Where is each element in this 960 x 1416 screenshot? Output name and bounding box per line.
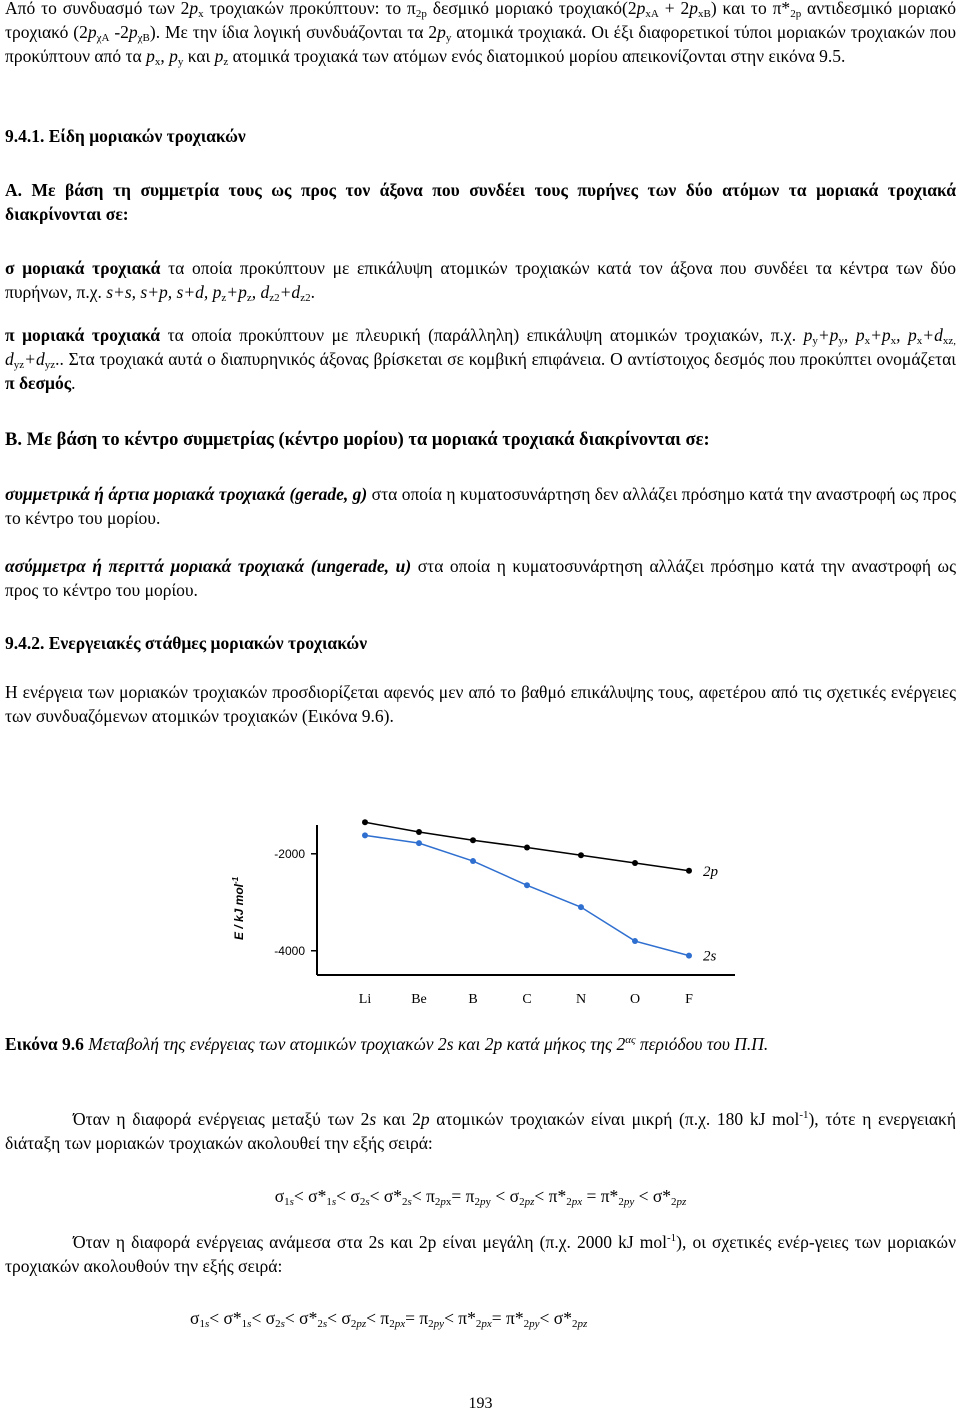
series-point-2s	[578, 904, 584, 910]
orbital-term: $\sigma_{1s}$	[274, 1186, 294, 1208]
y-tick-label: -2000	[274, 846, 305, 861]
orbital-term: < $\sigma*_{1s}$	[209, 1308, 252, 1330]
series-point-2p	[416, 829, 422, 835]
pi-orbitals-paragraph: π μοριακά τροχιακά τα οποία προκύπτουν με πλευρική (παράλληλη) επικάλυψη ατομικών τροχιακών, π.χ. $p_y+p_y$, $p_x+p_x$, $p_x+d_{xz,}$ $d_{yz}+d_{yz}$.. Στα τροχιακά αυτά ο διαπυρηνικός άξονας βρίσκεται σε κομβική επιφάνεια. Ο αντίστοιχος δεσμός που προκύπτει ονομάζεται π δεσμός.	[5, 325, 956, 393]
series-point-2s	[632, 938, 638, 944]
orbital-term: < $\sigma*_{2s}$	[284, 1308, 328, 1330]
orbital-term: < $\pi_{2px}$	[411, 1186, 452, 1208]
series-point-2p	[632, 860, 638, 866]
ungerade-paragraph: ασύμμετρα ή περιττά μοριακά τροχιακά (ungerade, u) στα οποία η κυματοσυνάρτηση αλλάζει πρόσημο κατά την αναστροφή ως προς το κέντρο του μορίου.	[5, 556, 956, 600]
series-point-2p	[470, 837, 476, 843]
series-point-2p	[524, 844, 530, 850]
orbital-term: = $\pi_{2py}$	[405, 1308, 445, 1330]
intro-paragraph: Από το συνδυασμό των $2p_x$ τροχιακών προκύπτουν: το $\pi_{2p}$ δεσμικό μοριακό $\tau\rho o\chi\iota\alpha\kappa ό(2p_{xA} + 2p_{xB})$ και το $\pi*_{2p}$ αντιδεσμικό μοριακό τροχιακό ($2p_{\chi A}$ $-2p_{\chi B}$). Με την ίδια λογική συνδυάζονται τα $2p_y$ ατομικά τροχιακά. Οι έξι διαφορετικοί τύποι μοριακών τροχιακών που προκύπτουν από τα $p_x$, $p_y$ και $p_z$ ατομικά τροχιακά των ατόμων ενός διατομικού μορίου απεικονίζονται στην εικόνα 9.5.	[5, 0, 956, 68]
small-gap-paragraph: Όταν η διαφορά ενέργειας μεταξύ των 2s και 2p ατομικών τροχιακών είναι μικρή (π.χ. 180 kJ mol$^{-1}$), τότε η ενεργειακή διάταξη των μοριακών τροχιακών ακολουθεί την εξής σειρά:	[5, 1109, 957, 1153]
orbital-term: < $\sigma_{2pz}$	[327, 1308, 367, 1330]
orbital-term: < $\sigma*_{1s}$	[293, 1186, 337, 1208]
series-point-2s	[470, 858, 476, 864]
page-number: 193	[468, 1395, 493, 1412]
series-point-2s	[362, 832, 368, 838]
orbital-term: = $\pi*_{2py}$	[582, 1186, 635, 1208]
classification-a: Α. Με βάση τη συμμετρία τους ως προς τον άξονα που συνδέει τους πυρήνες των δύο ατόμων τα μοριακά τροχιακά διακρίνονται σε:	[5, 180, 956, 224]
x-tick-label: B	[468, 992, 478, 1007]
x-tick-label: Li	[358, 992, 372, 1007]
order-small-gap	[5, 1184, 956, 1208]
energy-chart	[225, 815, 745, 1010]
gerade-paragraph: συμμετρικά ή άρτια μοριακά τροχιακά (gerade, g) στα οποία η κυματοσυνάρτηση δεν αλλάζει πρόσημο κατά την αναστροφή ως προς το κέντρο του μορίου.	[5, 484, 956, 528]
series-point-2s	[416, 840, 422, 846]
orbital-term: < $\sigma_{2s}$	[251, 1308, 285, 1330]
series-point-2s	[524, 882, 530, 888]
y-tick-label: -4000	[274, 943, 305, 958]
orbital-term: < $\sigma*_{2s}$	[369, 1186, 412, 1208]
orbital-term: $\sigma_{1s}$	[190, 1308, 210, 1330]
orbital-term: < $\pi_{2px}$	[366, 1308, 406, 1330]
orbital-term: < $\sigma_{2s}$	[336, 1186, 370, 1208]
sigma-orbitals-paragraph: σ μοριακά τροχιακά τα οποία προκύπτουν με επικάλυψη ατομικών τροχιακών κατά τον άξονα που συνδέει τα κέντρα των δύο πυρήνων, π.χ. s+s, s+p, s+d, $p_z+p_z$, $d_{z2}+d_{z2}$.	[5, 258, 956, 304]
energy-paragraph: Η ενέργεια των μοριακών τροχιακών προσδιορίζεται αφενός μεν από το βαθμό επικάλυψης τους, αφετέρου από τις σχετικές ενέργειες των συνδυαζόμενων ατομικών τροχιακών (Εικόνα 9.6).	[5, 682, 956, 726]
orbital-term: < $\sigma*_{2pz}$	[539, 1308, 588, 1330]
order-large-gap	[190, 1306, 956, 1330]
figure-caption: Εικόνα 9.6 Μεταβολή της ενέργειας των ατομικών τροχιακών 2s και 2p κατά μήκος της $2^{\alpha\varsigma}$ περιόδου του Π.Π.	[5, 1034, 769, 1054]
series-point-2s	[686, 953, 692, 959]
classification-b: Β. Με βάση το κέντρο συμμετρίας (κέντρο μορίου) τα μοριακά τροχιακά διακρίνονται σε:	[5, 430, 710, 450]
series-point-2p	[578, 852, 584, 858]
x-tick-label: O	[629, 992, 641, 1007]
series-label-2p: 2p	[703, 863, 718, 880]
orbital-term: = $\pi_{2py}$	[451, 1186, 492, 1208]
orbital-term: < $\sigma_{2pz}$	[491, 1186, 535, 1208]
x-tick-label: F	[685, 992, 693, 1007]
series-point-2p	[686, 868, 692, 874]
series-label-2s: 2s	[703, 948, 717, 965]
orbital-term: = $\pi*_{2py}$	[491, 1308, 540, 1330]
orbital-term: < $\pi*_{2px}$	[534, 1186, 583, 1208]
y-axis-label: E / kJ mol$^{-1}$	[231, 876, 246, 940]
section-heading-941: 9.4.1. Είδη μοριακών τροχιακών	[5, 126, 246, 146]
orbital-term: < $\sigma*_{2pz}$	[634, 1186, 687, 1208]
section-heading-942: 9.4.2. Ενεργειακές στάθμες μοριακών τροχιακών	[5, 633, 368, 653]
x-tick-label: C	[522, 992, 532, 1007]
large-gap-paragraph: Όταν η διαφορά ενέργειας ανάμεσα στα 2s και 2p είναι μεγάλη (π.χ. 2000 kJ mol$^{-1}$), οι σχετικές ενέρ-γειες των μοριακών τροχιακών ακολουθούν την εξής σειρά:	[5, 1232, 956, 1276]
orbital-term: < $\pi*_{2px}$	[444, 1308, 492, 1330]
x-tick-label: N	[575, 992, 587, 1007]
series-point-2p	[362, 819, 368, 825]
x-tick-label: Be	[411, 992, 427, 1007]
series-line-2s	[365, 835, 689, 955]
